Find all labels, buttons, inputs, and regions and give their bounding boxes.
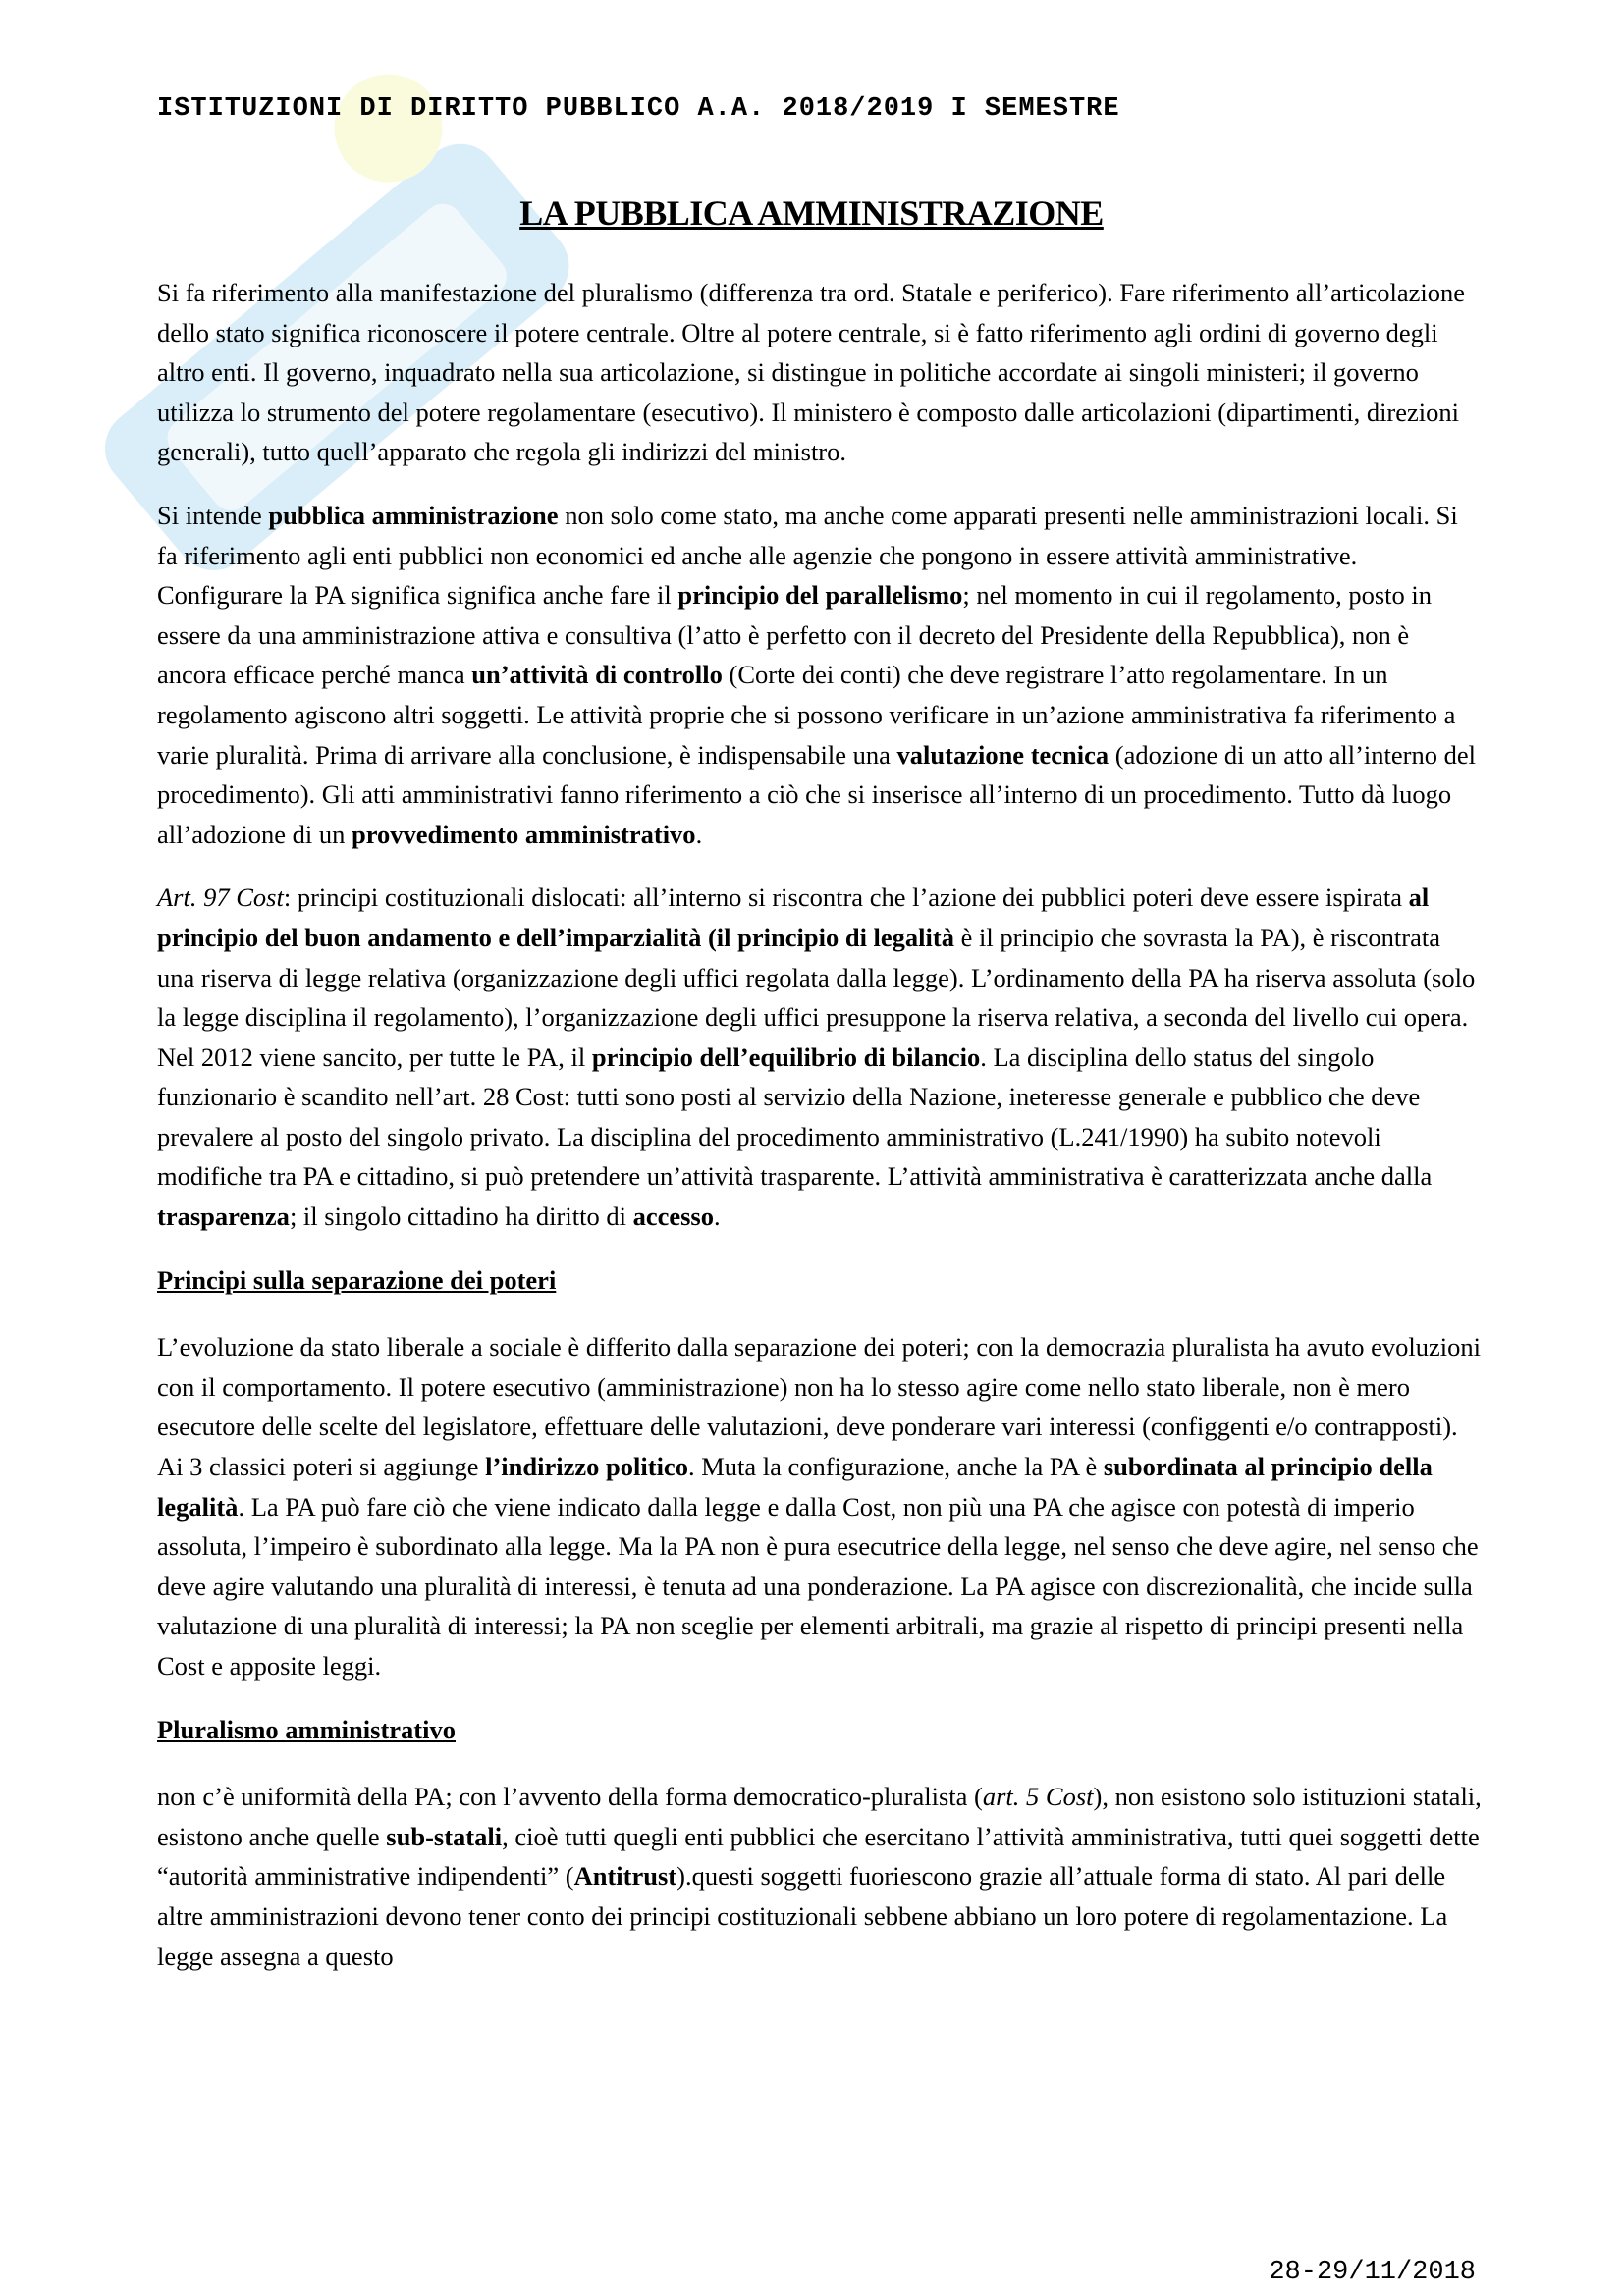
bold-term: trasparenza bbox=[157, 1201, 290, 1232]
text: L’evoluzione da stato liberale a sociale è differito dalla separazione dei poteri; con la democrazia pluralista ha avuto evoluzioni con il comportamento. Il potere esecutivo (amministrazione) non ha lo stesso agire come nello stato liberale, non è mero esecutore delle scelte del legislatore, effettuare delle valutazioni, deve ponderare vari interessi (configgenti e/o contrapposti). Ai 3 classici poteri si aggiunge bbox=[157, 1332, 1482, 1482]
paragraph-art97 bbox=[157, 878, 1483, 1236]
text: ).questi soggetti fuoriescono grazie all’attuale forma di stato. Al pari delle altre amministrazioni devono tener conto dei principi costituzionali sebbene abbiano un loro potere di regolamentazione. La legge assegna a questo bbox=[157, 1861, 1448, 1971]
text: : principi costituzionali dislocati: all’interno si riscontra che l’azione dei pubblici poteri deve essere ispirata bbox=[283, 882, 1409, 913]
text: (adozione di un atto all’interno del procedimento). Gli atti amministrativi fanno riferimento a ciò che si inserisce all’interno di un procedimento. Tutto dà luogo all’adozione di un bbox=[157, 739, 1476, 849]
paragraph-pa-definition bbox=[157, 496, 1483, 854]
paragraph-separation bbox=[157, 1327, 1483, 1685]
italic-reference: art. 5 Cost bbox=[982, 1782, 1094, 1812]
bold-term: provvedimento amministrativo bbox=[351, 819, 696, 849]
paragraph-pluralism bbox=[157, 1777, 1483, 1976]
text: è il principio che sovrasta la PA), è riscontrata una riserva di legge relativa (organizzazione degli uffici regolata dalla legge). L’ordinamento della PA ha riserva assoluta (solo la legge disciplina il regolamento), l’organizzazione degli uffici presuppone la riserva relativa, a seconda del livello cui opera. Nel 2012 viene sancito, per tutte le PA, il bbox=[157, 922, 1476, 1072]
bold-term: sub-statali bbox=[386, 1821, 503, 1851]
bold-term: al principio del buon andamento e dell’imparzialità (il principio di legalità bbox=[157, 882, 1430, 952]
text: . La disciplina dello status del singolo funzionario è scandito nell’art. 28 Cost: tutti sono posti al servizio della Nazione, ineteresse generale e pubblico che deve prevalere al posto del singolo privato. La disciplina del procedimento amministrativo (L.241/1990) ha subito notevoli modifiche tra PA e cittadino, si può pretendere un’attività trasparente. L’attività amministrativa è caratterizzata anche dalla bbox=[157, 1041, 1433, 1192]
section-heading-separation: Principi sulla separazione dei poteri bbox=[157, 1264, 557, 1295]
bold-term: principio dell’equilibrio di bilancio bbox=[591, 1041, 981, 1072]
text: . bbox=[695, 819, 703, 849]
text: . La PA può fare ciò che viene indicato dalla legge e dalla Cost, non più una PA che agisce con potestà di imperio assoluta, l’impeiro è subordinato alla legge. Ma la PA non è pura esecutrice della legge, nel senso che deve agire, nel senso che deve agire valutando una pluralità di interessi, è tenuta ad una ponderazione. La PA agisce con discrezionalità, che incide sulla valutazione di una pluralità di interessi; la PA non sceglie per elementi arbitrali, ma grazie al rispetto di principi presenti nella Cost e apposite leggi. bbox=[157, 1491, 1479, 1681]
bold-term: Antitrust bbox=[573, 1861, 677, 1892]
bold-term: pubblica amministrazione bbox=[268, 500, 559, 530]
footer-date: 28-29/11/2018 bbox=[1269, 2258, 1476, 2287]
bold-term: un’attività di controllo bbox=[471, 660, 723, 690]
text: ; il singolo cittadino ha diritto di bbox=[289, 1201, 633, 1232]
bold-term: subordinata al principio della legalità bbox=[157, 1452, 1433, 1522]
section-heading-pluralism: Pluralismo amministrativo bbox=[157, 1714, 456, 1744]
page-title: LA PUBBLICA AMMINISTRAZIONE bbox=[519, 193, 1104, 233]
text: ), non esistono solo istituzioni statali, esistono anche quelle bbox=[157, 1782, 1482, 1851]
text: Si fa riferimento alla manifestazione del pluralismo (differenza tra ord. Statale e periferico). Fare riferimento all’articolazione dello stato significa riconoscere il potere centrale. Oltre al potere centrale, si è fatto riferimento agli ordini di governo degli altro enti. Il governo, inquadrato nella sua articolazione, si distingue in politiche accordate ai singoli ministeri; il governo utilizza lo strumento del potere regolamentare (esecutivo). Il ministero è composto dalle articolazioni (dipartimenti, direzioni generali), tutto quell’apparato che regola gli indirizzi del ministro. bbox=[157, 278, 1466, 467]
text: , cioè tutti quegli enti pubblici che esercitano l’attività amministrativa, tutti quei soggetti dette “autorità amministrative indipendenti” ( bbox=[157, 1821, 1480, 1892]
bold-term: principio del parallelismo bbox=[677, 580, 963, 611]
paragraph-intro bbox=[157, 273, 1483, 472]
bold-term: valutazione tecnica bbox=[896, 739, 1109, 770]
document-header: ISTITUZIONI DI DIRITTO PUBBLICO A.A. 2018/2019 I SEMESTRE bbox=[157, 94, 1120, 124]
italic-reference: Art. 97 Cost bbox=[157, 882, 284, 913]
bold-term: l’indirizzo politico bbox=[485, 1452, 688, 1482]
text: . Muta la configurazione, anche la PA è bbox=[687, 1452, 1104, 1482]
bold-term: accesso bbox=[632, 1201, 714, 1232]
text: ; nel momento in cui il regolamento, posto in essere da una amministrazione attiva e consultiva (l’atto è perfetto con il decreto del Presidente della Repubblica), non è ancora efficace perché manca bbox=[157, 580, 1433, 690]
text: non solo come stato, ma anche come apparati presenti nelle amministrazioni locali. Si fa riferimento agli enti pubblici non economici ed anche alle agenzie che pongono in essere attività amministrative. Configurare la PA significa significa anche fare il bbox=[157, 500, 1458, 611]
text: (Corte dei conti) che deve registrare l’atto regolamentare. In un regolamento agiscono altri soggetti. Le attività proprie che si possono verificare in un’azione amministrativa fa riferimento a varie pluralità. Prima di arrivare alla conclusione, è indispensabile una bbox=[157, 660, 1456, 770]
text: . bbox=[713, 1201, 721, 1232]
document-body bbox=[157, 273, 1483, 2000]
text: Si intende bbox=[157, 500, 269, 530]
text: non c’è uniformità della PA; con l’avvento della forma democratico-pluralista ( bbox=[157, 1782, 983, 1812]
